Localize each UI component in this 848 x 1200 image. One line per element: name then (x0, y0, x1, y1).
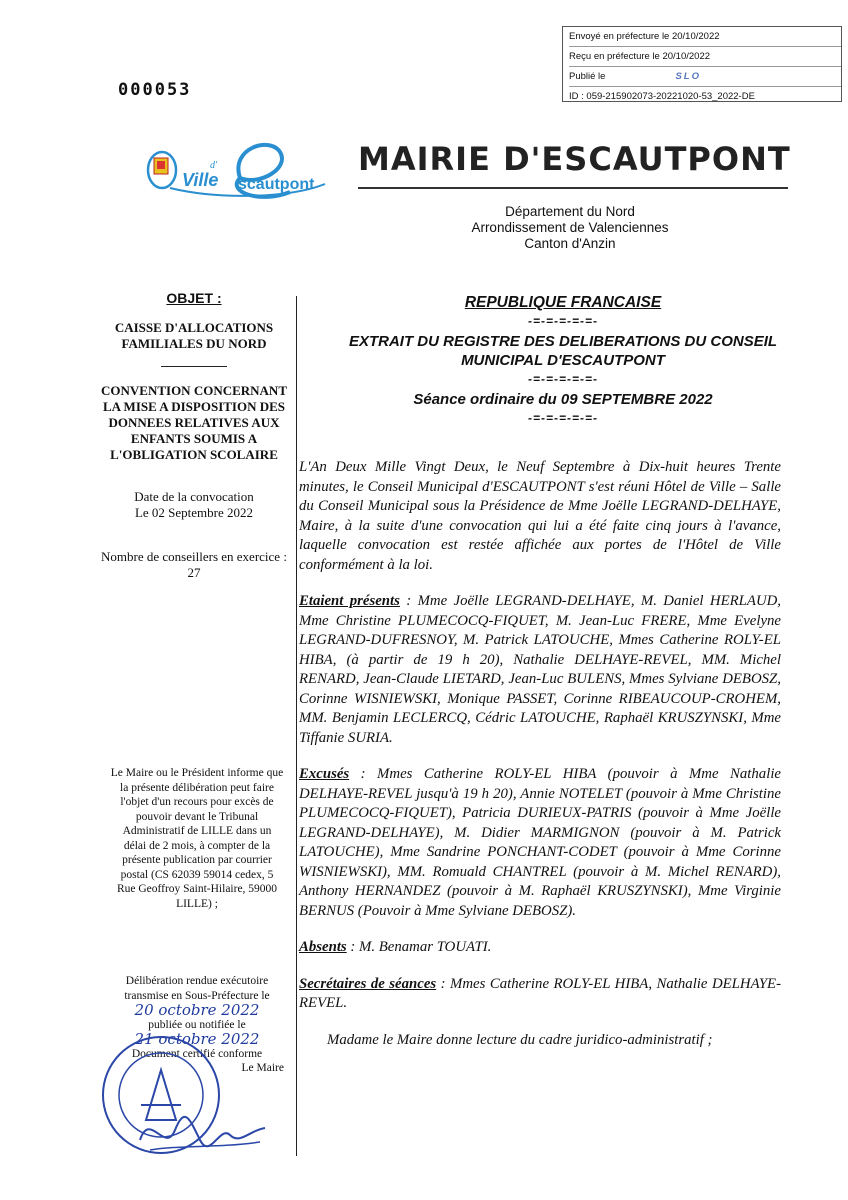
objet-caf: CAISSE D'ALLOCATIONS FAMILIALES DU NORD (114, 320, 274, 351)
left-column (98, 290, 290, 581)
title-underline (358, 187, 788, 189)
presents-text: : Mme Joëlle LEGRAND-DELHAYE, M. Daniel HERLAUD, Mme Christine PLUMECOCQ-FIQUET, M. Jean-Luc FRERE, Mme Evelyne LEGRAND-DUFRESNOY, M. Patrick LATOUCHE, Mmes Catherine ROLY-EL HIBA, (à partir de 19 h 20), Nathalie DELHAYE-REVEL, MM. Michel RENARD, Jean-Claude LIETARD, Jean-Luc BULENS, Mmes Sylviane DEBOSZ, Corinne WISNIEWSKI, Monique PASSET, Corinne RIBEAUCOUP-CROHEM, MM. Benjamin LECLERCQ, Cédric LATOUCHE, Raphaël KRUSZYNSKI, Mme Tiffanie SURIA. (299, 593, 782, 746)
department-block (440, 204, 700, 252)
secretaires-paragraph (299, 975, 781, 1014)
executoire-text: Délibération rendue exécutoire transmise en Sous-Préfecture le (124, 975, 270, 1002)
logo-de: d' (210, 160, 218, 171)
publie-label: Publié le (569, 71, 606, 82)
logo-ville: Ville (182, 170, 219, 190)
id-line: ID : 059-215902073-20221020-53_2022-DE (569, 91, 755, 102)
excuses-label: Excusés (299, 766, 350, 782)
document-number: 000053 (118, 80, 192, 100)
mayor-signature-icon (130, 1100, 270, 1160)
column-divider (296, 296, 297, 1156)
secretaires-label: Secrétaires de séances (299, 975, 437, 992)
absents-text: : M. Benamar TOUATI. (346, 939, 492, 955)
dash-separator-3: -=-=-=-=-=- (527, 411, 598, 425)
excuses-paragraph (299, 765, 781, 921)
objet-convention: CONVENTION CONCERNANT LA MISE A DISPOSITION DES DONNEES RELATIVES AUX ENFANTS SOUMIS A L'OBLIGATION SCOLAIRE (101, 383, 287, 462)
conseillers-count: Nombre de conseillers en exercice : 27 (101, 549, 287, 580)
le-maire: Le Maire (241, 1062, 284, 1074)
deliberation-header (318, 294, 808, 429)
intro-paragraph: L'An Deux Mille Vingt Deux, le Neuf Septembre à Dix-huit heures Trente minutes, le Conseil Municipal d'ESCAUTPONT s'est réuni Hôtel de Ville – Salle du Conseil Municipal sous la Présidence de Mme Joëlle LEGRAND-DELHAYE, Maire, à la suite d'une convocation qui lui a été faite cinq jours à l'avance, laquelle convocation est restée affichée aux portes de l'Hôtel de Ville conformément à la loi. (299, 459, 781, 573)
recours-notice: Le Maire ou le Président informe que la présente délibération peut faire l'objet d'un recours pour excès de pouvoir devant le Tribunal Administratif de LILLE dans un délai de 2 mois, à compter de la présente publication par courrier postal (CS 62039 59014 cedex, 5 Rue Geoffroy Saint-Hilaire, 59000 LILLE) ; (110, 767, 284, 910)
ville-escautpont-logo (140, 138, 330, 208)
publie-mark: SLO (675, 71, 701, 82)
publiee-date: 21 octobre 2022 (134, 1030, 260, 1048)
certifie-text: Document certifié conforme (131, 1047, 263, 1060)
extrait-title: EXTRAIT DU REGISTRE DES DELIBERATIONS DU CONSEIL MUNICIPAL D'ESCAUTPONT (348, 333, 778, 369)
transmise-date: 20 octobre 2022 (134, 1001, 260, 1019)
convocation-date: Le 02 Septembre 2022 (134, 505, 254, 520)
deliberation-body (299, 458, 781, 1067)
publie-line (569, 67, 841, 87)
convocation-label: Date de la convocation (134, 489, 254, 504)
departement: Département du Nord (505, 204, 635, 219)
presents-paragraph (299, 592, 781, 748)
canton: Canton d'Anzin (524, 236, 616, 251)
arrondissement: Arrondissement de Valenciennes (471, 220, 669, 235)
absents-paragraph (299, 938, 781, 958)
presents-label: Etaient présents (299, 593, 400, 609)
seance-title: Séance ordinaire du 09 SEPTEMBRE 2022 (413, 391, 713, 408)
republique-title: REPUBLIQUE FRANCAISE (464, 294, 662, 311)
envoye-line: Envoyé en préfecture le 20/10/2022 (569, 27, 841, 47)
secretaires-text: : Mmes Catherine ROLY-EL HIBA, Nathalie DELHAYE-REVEL. (299, 975, 782, 1011)
objet-label: OBJET : (166, 290, 222, 306)
prefecture-box (562, 26, 842, 102)
recu-line: Reçu en préfecture le 20/10/2022 (569, 47, 841, 67)
lecture-paragraph: Madame le Maire donne lecture du cadre juridico-administratif ; (327, 1031, 713, 1048)
excuses-text: : Mmes Catherine ROLY-EL HIBA (pouvoir à Mme Nathalie DELHAYE-REVEL jusqu'à 19 h 20), Annie NOTELET (pouvoir à Mme Christine PLUMECOCQ-FIQUET), Patricia DURIEUX-PATRIS (pouvoir à Mme Joëlle LEGRAND-DELHAYE), M. Didier MARMIGNON (pouvoir à M. Patrick LATOUCHE), Mme Sandrine PONCHANT-CODET (pouvoir à Mme Corinne WISNIEWSKI), MM. Romuald CHANTREL (pouvoir à M. Michel RENARD), Anthony HERNANDEZ (pouvoir à M. Raphaël KRUSZYNSKI), Mme Virginie BERNUS (Pouvoir à Mme Sylviane DEBOSZ). (299, 766, 781, 919)
dash-separator-2: -=-=-=-=-=- (527, 372, 598, 386)
logo-emblem-icon (140, 138, 330, 208)
dash-separator-1: -=-=-=-=-=- (527, 314, 598, 328)
page-title: MAIRIE D'ESCAUTPONT (358, 140, 791, 178)
publiee-text: publiée ou notifiée le (148, 1018, 246, 1031)
separator (161, 366, 227, 367)
logo-escaut: scautpont (238, 176, 315, 193)
absents-label: Absents (299, 939, 347, 955)
